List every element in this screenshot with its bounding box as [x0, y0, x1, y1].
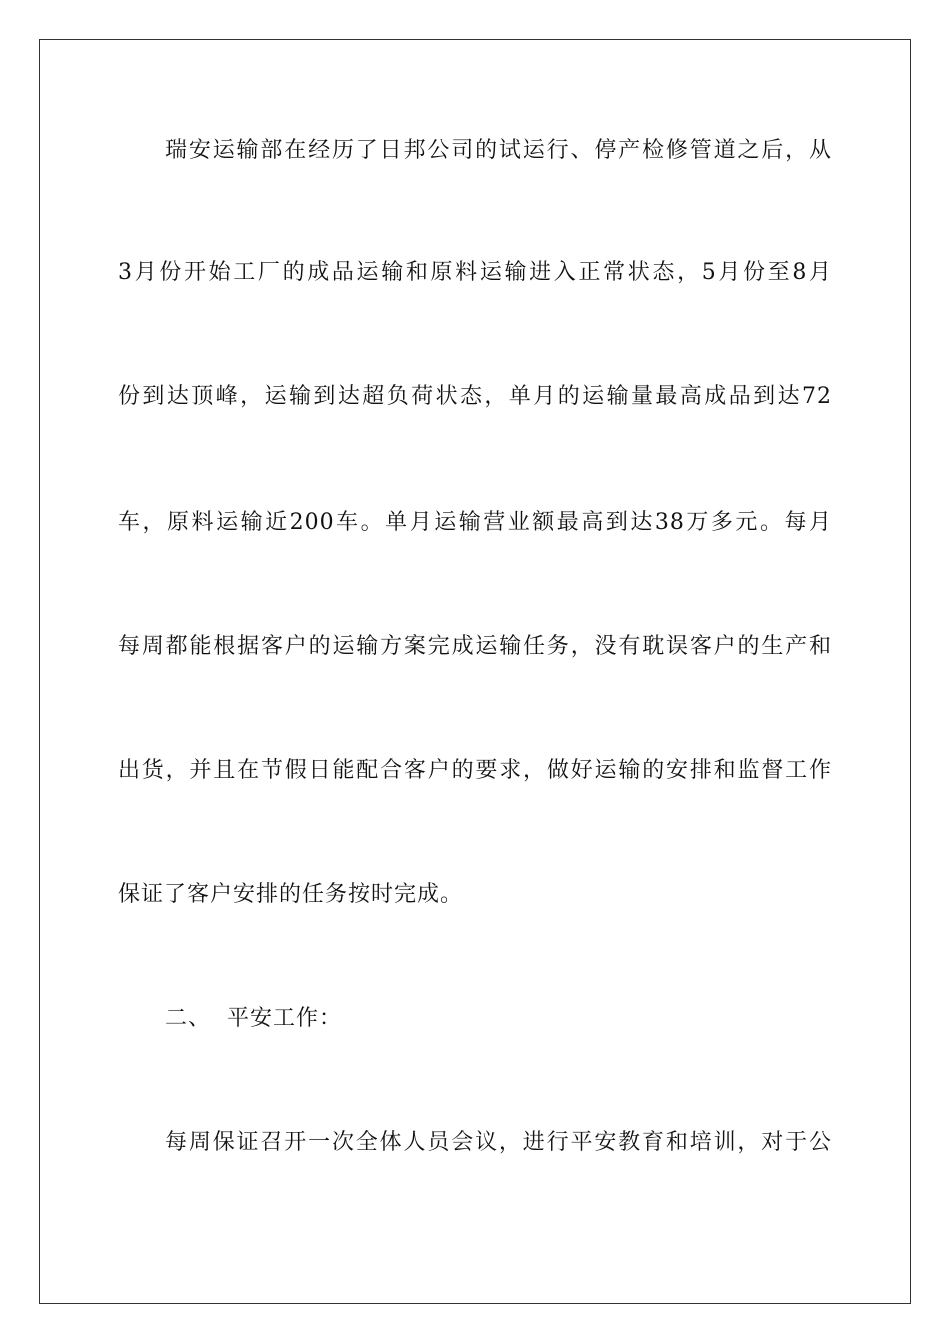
- paragraph-line-8: 每周保证召开一次全体人员会议，进行平安教育和培训，对于公: [165, 1130, 832, 1155]
- section-heading: 二、 平安工作：: [165, 1006, 342, 1031]
- paragraph-line-3: 份到达顶峰，运输到达超负荷状态，单月的运输量最高成品到达72: [118, 384, 832, 409]
- paragraph-line-2: 3月份开始工厂的成品运输和原料运输进入正常状态，5月份至8月: [118, 260, 832, 285]
- page-border: [39, 39, 911, 1304]
- paragraph-line-4: 车，原料运输近200车。单月运输营业额最高到达38万多元。每月: [118, 510, 832, 535]
- paragraph-line-1: 瑞安运输部在经历了日邦公司的试运行、停产检修管道之后，从: [165, 138, 832, 163]
- paragraph-line-7: 保证了客户安排的任务按时完成。: [118, 882, 464, 907]
- paragraph-line-6: 出货，并且在节假日能配合客户的要求，做好运输的安排和监督工作: [118, 758, 832, 783]
- paragraph-line-5: 每周都能根据客户的运输方案完成运输任务，没有耽误客户的生产和: [118, 634, 832, 659]
